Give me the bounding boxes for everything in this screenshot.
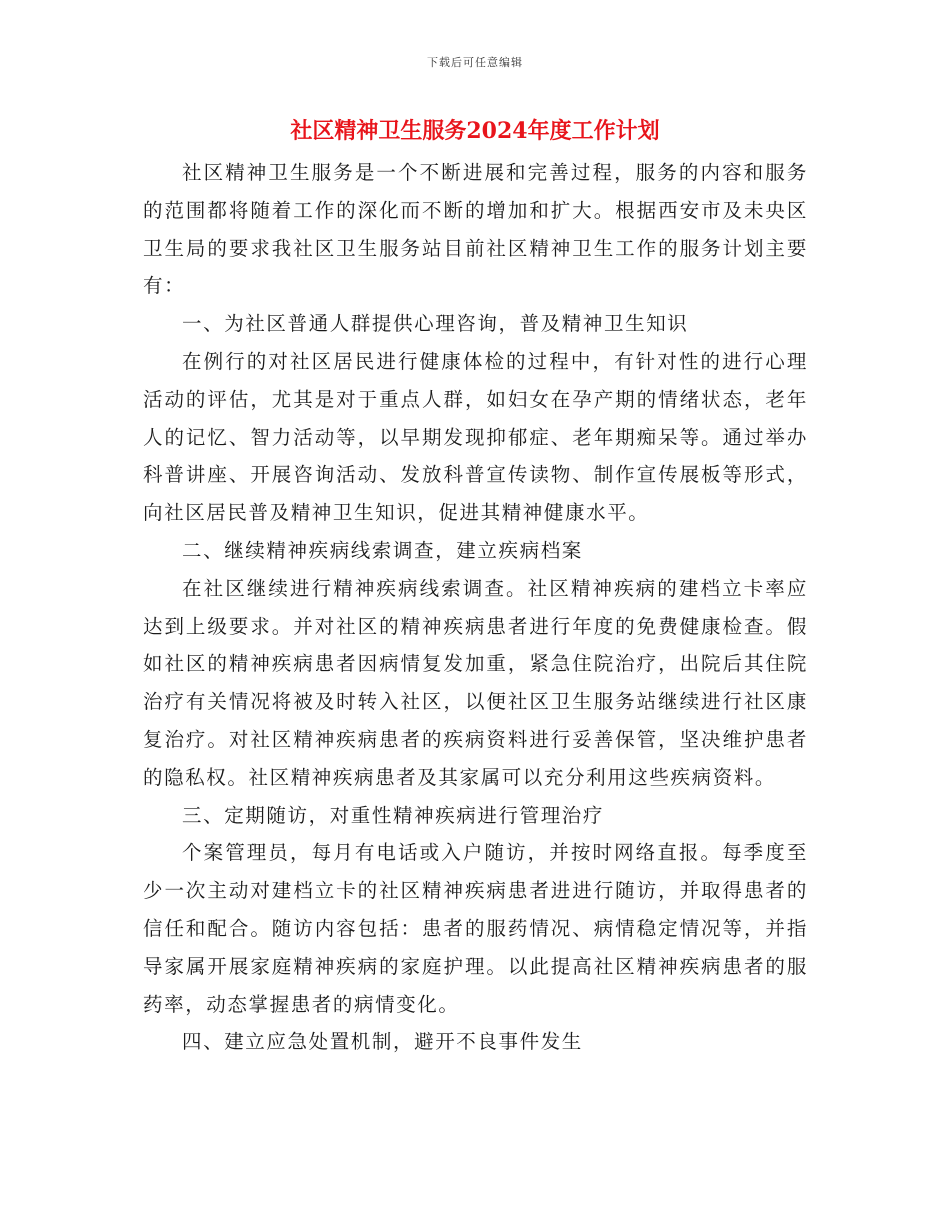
section-heading-4: 四、建立应急处置机制，避开不良事件发生 (182, 1030, 583, 1054)
document-body (143, 154, 808, 1061)
paragraph-section-2: 在社区继续进行精神疾病线索调查。社区精神疾病的建档立卡率应达到上级要求。并对社区的精神疾病患者进行年度的免费健康检查。假如社区的精神疾病患者因病情复发加重，紧急住院治疗，出院后其住院治疗有关情况将被及时转入社区，以便社区卫生服务站继续进行社区康复治疗。对社区精神疾病患者的疾病资料进行妥善保管，坚决维护患者的隐私权。社区精神疾病患者及其家属可以充分利用这些疾病资料。 (143, 576, 808, 789)
document-title: 社区精神卫生服务2024年度工作计划 (290, 118, 660, 144)
section-heading-1: 一、为社区普通人群提供心理咨询，普及精神卫生知识 (182, 312, 689, 336)
paragraph-section-3: 个案管理员，每月有电话或入户随访，并按时网络直报。每季度至少一次主动对建档立卡的社区精神疾病患者进进行随访，并取得患者的信任和配合。随访内容包括：患者的服药情况、病情稳定情况等，并指导家属开展家庭精神疾病的家庭护理。以此提高社区精神疾病患者的服药率，动态掌握患者的病情变化。 (143, 841, 808, 1016)
section-heading-3: 三、定期随访，对重性精神疾病进行管理治疗 (182, 803, 605, 827)
page-header-note: 下载后可任意编辑 (427, 56, 523, 69)
section-heading-2: 二、继续精神疾病线索调查，建立疾病档案 (182, 538, 583, 562)
paragraph-section-1: 在例行的对社区居民进行健康体检的过程中，有针对性的进行心理活动的评估，尤其是对于重点人群，如妇女在孕产期的情绪状态，老年人的记忆、智力活动等，以早期发现抑郁症、老年期痴呆等。通过举办科普讲座、开展咨询活动、发放科普宣传读物、制作宣传展板等形式，向社区居民普及精神卫生知识，促进其精神健康水平。 (143, 349, 808, 525)
paragraph-intro: 社区精神卫生服务是一个不断进展和完善过程，服务的内容和服务的范围都将随着工作的深化而不断的增加和扩大。根据西安市及未央区卫生局的要求我社区卫生服务站目前社区精神卫生工作的服务计划主要有： (143, 161, 808, 298)
